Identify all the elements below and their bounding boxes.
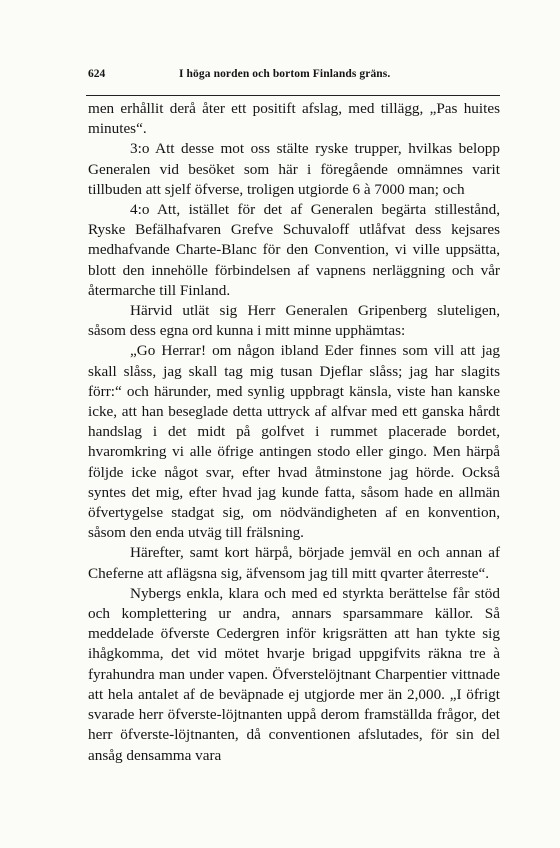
page-header [88, 68, 500, 86]
body-text [88, 99, 500, 766]
paragraph: Nybergs enkla, klara och med ed styrkta berättelse får stöd och komplettering ur andra, annars sparsammare källor. Så meddelade öfverste Cedergren inför krigsrätten att han tykte sig ihågkomma, det vid mötet hvarje brigad uppgifvits räkna tre à fyrahundra man under vapen. Öfverstelöjtnant Charpentier vittnade att hela antalet af de beväpnade ej utgjorde mer än 2,000. „I öfrigt svarade herr öfverste-löjtnanten uppå derom framställda frågor, det herr öfverste-löjtnanten, då conventionen afslutades, för sin del ansåg densamma vara [88, 584, 500, 764]
paragraph: men erhållit derå åter ett positift afslag, med tillägg, „Pas huites minutes“. [88, 100, 500, 138]
paragraph: „Go Herrar! om någon ibland Eder finnes som vill att jag skall slåss, jag skall tag mig tusan Djeflar slåss; jag har slagits förr:“ och härunder, med synlig uppbragt känsla, viste han kanske icke, att han beseglade detta uttryck af alfvar med ett ganska hårdt handslag i det midt på golfvet i rummet placerade bordet, hvaromkring vi alle öfrige antingen stodo eller gingo. Men härpå följde icke något svar, efter hvad åtminstone jag hörde. Också syntes det mig, efter hvad jag kunde fatta, såsom hade en allmän öfvertygelse stadgat sig, om nödvändigheten af en konvention, såsom den enda utväg till frälsning. [88, 342, 500, 542]
running-title: I höga norden och bortom Finlands gräns. [179, 68, 391, 80]
paragraph: 3:o Att desse mot oss stälte ryske trupper, hvilkas belopp Generalen vid besöket som här i föregående omnämnes varit tillbuden att sjelf öfverse, troligen utgiorde 6 à 7000 man; och [88, 140, 500, 198]
page-number: 624 [88, 68, 106, 80]
header-rule [86, 95, 500, 96]
paragraph: Härvid utlät sig Herr Generalen Gripenberg sluteligen, såsom dess egna ord kunna i mitt minne upphämtas: [88, 302, 500, 340]
paragraph: 4:o Att, istället för det af Generalen begärta stillestånd, Ryske Befälhafvaren Grefve Schuvaloff utlåfvat dess kejsares medhafvande Charte-Blanc för den Convention, vi ville uppsätta, blott den innehölle förbindelsen af vapnens nerläggning och vår återmarche till Finland. [88, 201, 500, 299]
paragraph: Härefter, samt kort härpå, började jemväl en och annan af Cheferne att aflägsna sig, äfvensom jag till mitt qvarter återreste“. [88, 544, 500, 582]
